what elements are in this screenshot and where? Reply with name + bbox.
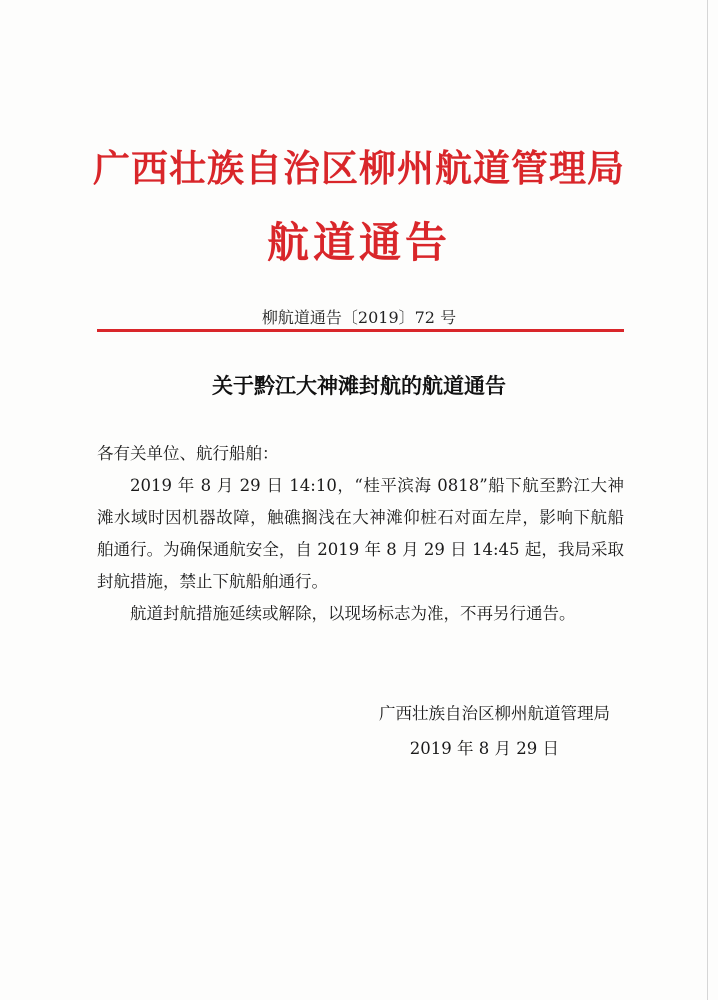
body-paragraph-2: 航道封航措施延续或解除，以现场标志为准，不再另行通告。	[130, 604, 576, 623]
signature-org: 广西壮族自治区柳州航道管理局	[379, 704, 610, 723]
notice-type-header: 航道通告	[266, 218, 451, 267]
salutation: 各有关单位、航行船舶：	[97, 444, 279, 463]
issuer-header: 广西壮族自治区柳州航道管理局	[93, 146, 625, 190]
red-divider	[97, 329, 624, 332]
notice-title: 关于黔江大神滩封航的航道通告	[212, 373, 506, 398]
signature-date: 2019 年 8 月 29 日	[409, 739, 559, 758]
notice-body	[97, 438, 624, 630]
document-number: 柳航道通告〔2019〕72 号	[261, 308, 457, 327]
body-paragraph-1: 2019 年 8 月 29 日 14:10，“桂平滨海 0818”船下航至黔江大神滩水域时因机器故障，触礁搁浅在大神滩仰桩石对面左岸，影响下航船舶通行。为确保通航安全，自 2019 年 8 月 29 日 14:45 起，我局采取封航措施，禁止下航船舶通行。	[97, 476, 624, 591]
